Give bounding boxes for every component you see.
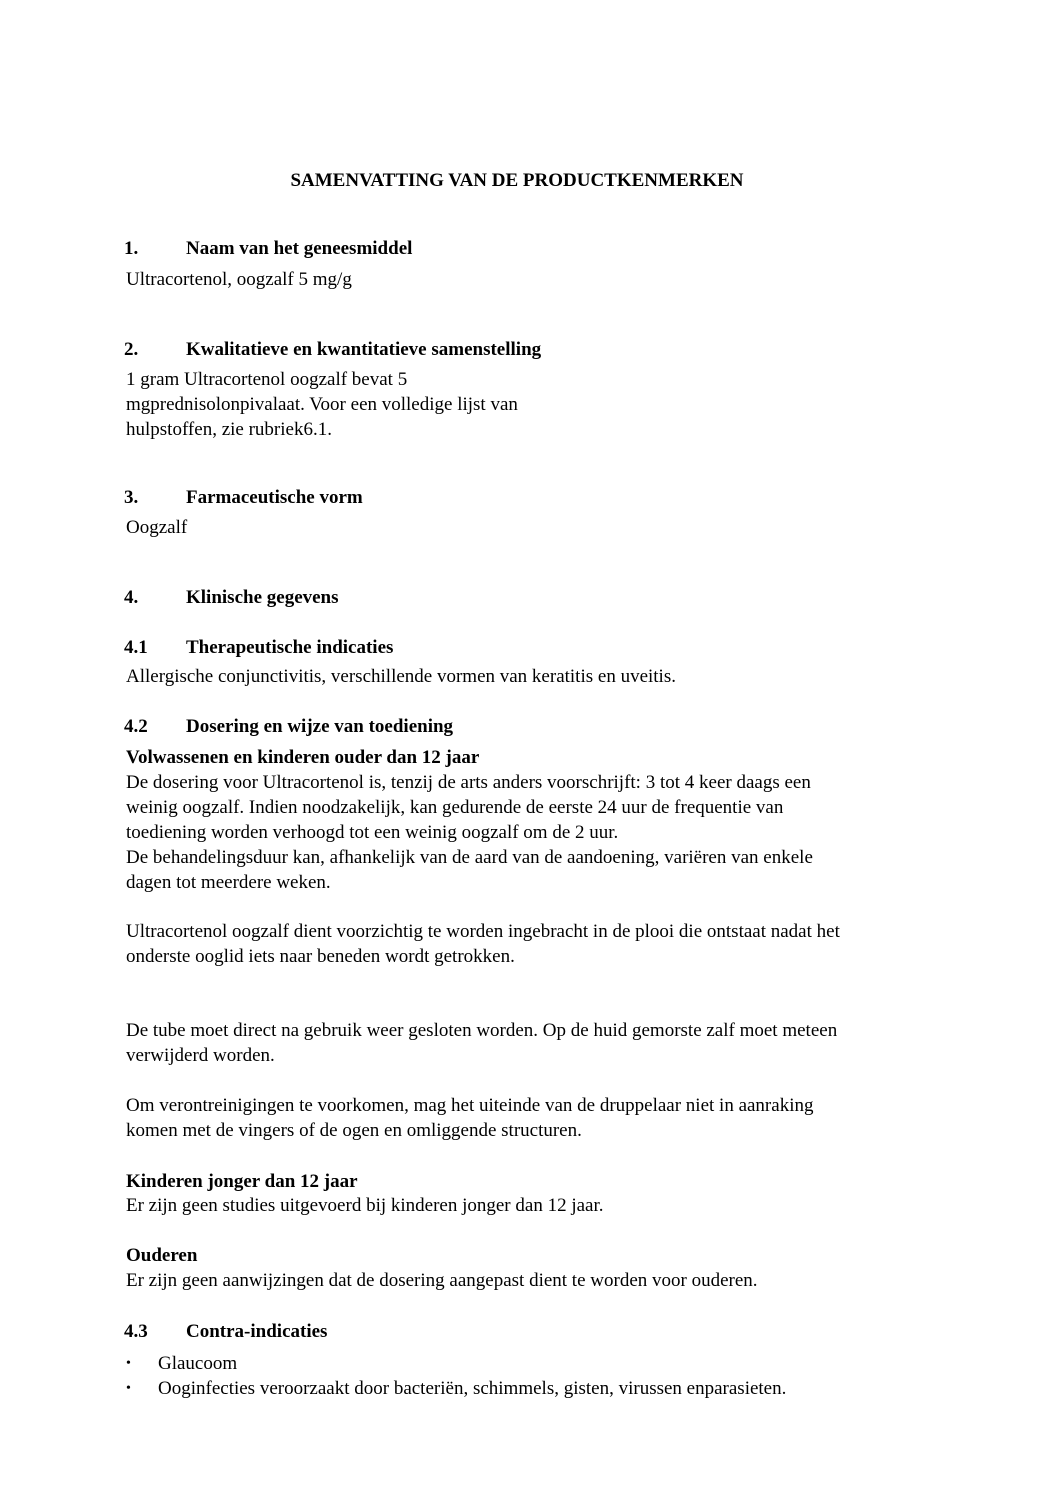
elderly-subheading: Ouderen — [126, 1245, 198, 1266]
subsection-4-1-heading — [124, 636, 924, 660]
section-title: Dosering en wijze van toediening — [186, 716, 454, 737]
section-number: 1. — [124, 238, 139, 259]
section-number: 2. — [124, 339, 139, 360]
paragraph-line: Er zijn geen aanwijzingen dat de dosering aangepast dient te worden voor ouderen. — [126, 1270, 758, 1291]
paragraph-line: De tube moet direct na gebruik weer gesloten worden. Op de huid gemorste zalf moet meteen — [126, 1020, 838, 1041]
paragraph-line: toediening worden verhoogd tot een weinig oogzalf om de 2 uur. — [126, 822, 619, 843]
paragraph-line: Er zijn geen studies uitgevoerd bij kinderen jonger dan 12 jaar. — [126, 1195, 604, 1216]
paragraph-line: komen met de vingers of de ogen en omliggende structuren. — [126, 1120, 582, 1141]
paragraph: Oogzalf — [126, 517, 188, 538]
bullet-text: Glaucoom — [158, 1353, 238, 1374]
section-4-heading — [124, 586, 924, 610]
paragraph-line: dagen tot meerdere weken. — [126, 872, 331, 893]
section-title: Farmaceutische vorm — [186, 487, 363, 508]
adults-subheading: Volwassenen en kinderen ouder dan 12 jaar — [126, 747, 480, 768]
section-3-heading — [124, 486, 924, 510]
paragraph-line: weinig oogzalf. Indien noodzakelijk, kan gedurende de eerste 24 uur de frequentie van — [126, 797, 784, 818]
section-number: 4.2 — [124, 716, 148, 737]
subsection-4-2-heading — [124, 715, 924, 739]
paragraph: Allergische conjunctivitis, verschillende vormen van keratitis en uveitis. — [126, 666, 676, 687]
section-title: Contra-indicaties — [186, 1321, 328, 1342]
paragraph-line: Om verontreinigingen te voorkomen, mag het uiteinde van de druppelaar niet in aanraking — [126, 1095, 814, 1116]
section-title: Naam van het geneesmiddel — [186, 238, 413, 259]
children-subheading: Kinderen jonger dan 12 jaar — [126, 1171, 358, 1192]
paragraph: Ultracortenol, oogzalf 5 mg/g — [126, 269, 352, 290]
paragraph-line: 1 gram Ultracortenol oogzalf bevat 5 — [126, 369, 408, 390]
bullet-text: Ooginfecties veroorzaakt door bacteriën, schimmels, gisten, virussen enparasieten. — [158, 1378, 787, 1399]
paragraph-line: mgprednisolonpivalaat. Voor een volledige lijst van — [126, 394, 518, 415]
bullet-icon: • — [126, 1356, 131, 1371]
section-number: 4.3 — [124, 1321, 148, 1342]
subsection-4-3-heading — [124, 1320, 924, 1344]
paragraph-line: De behandelingsduur kan, afhankelijk van de aard van de aandoening, variëren van enkele — [126, 847, 813, 868]
section-title: Klinische gegevens — [186, 587, 339, 608]
section-number: 4. — [124, 587, 139, 608]
section-1-heading — [124, 237, 924, 261]
section-title: Therapeutische indicaties — [186, 637, 394, 658]
paragraph-line: hulpstoffen, zie rubriek6.1. — [126, 419, 332, 440]
section-number: 3. — [124, 487, 139, 508]
paragraph-line: De dosering voor Ultracortenol is, tenzij de arts anders voorschrijft: 3 tot 4 keer daags een — [126, 772, 811, 793]
section-2-heading — [124, 338, 924, 362]
paragraph-line: Ultracortenol oogzalf dient voorzichtig te worden ingebracht in de plooi die ontstaat nadat het — [126, 921, 840, 942]
paragraph-line: onderste ooglid iets naar beneden wordt getrokken. — [126, 946, 515, 967]
paragraph-line: verwijderd worden. — [126, 1045, 275, 1066]
section-number: 4.1 — [124, 637, 148, 658]
section-title: Kwalitatieve en kwantitatieve samenstelling — [186, 339, 542, 360]
document-title: SAMENVATTING VAN DE PRODUCTKENMERKEN — [290, 170, 744, 191]
bullet-icon: • — [126, 1381, 131, 1396]
